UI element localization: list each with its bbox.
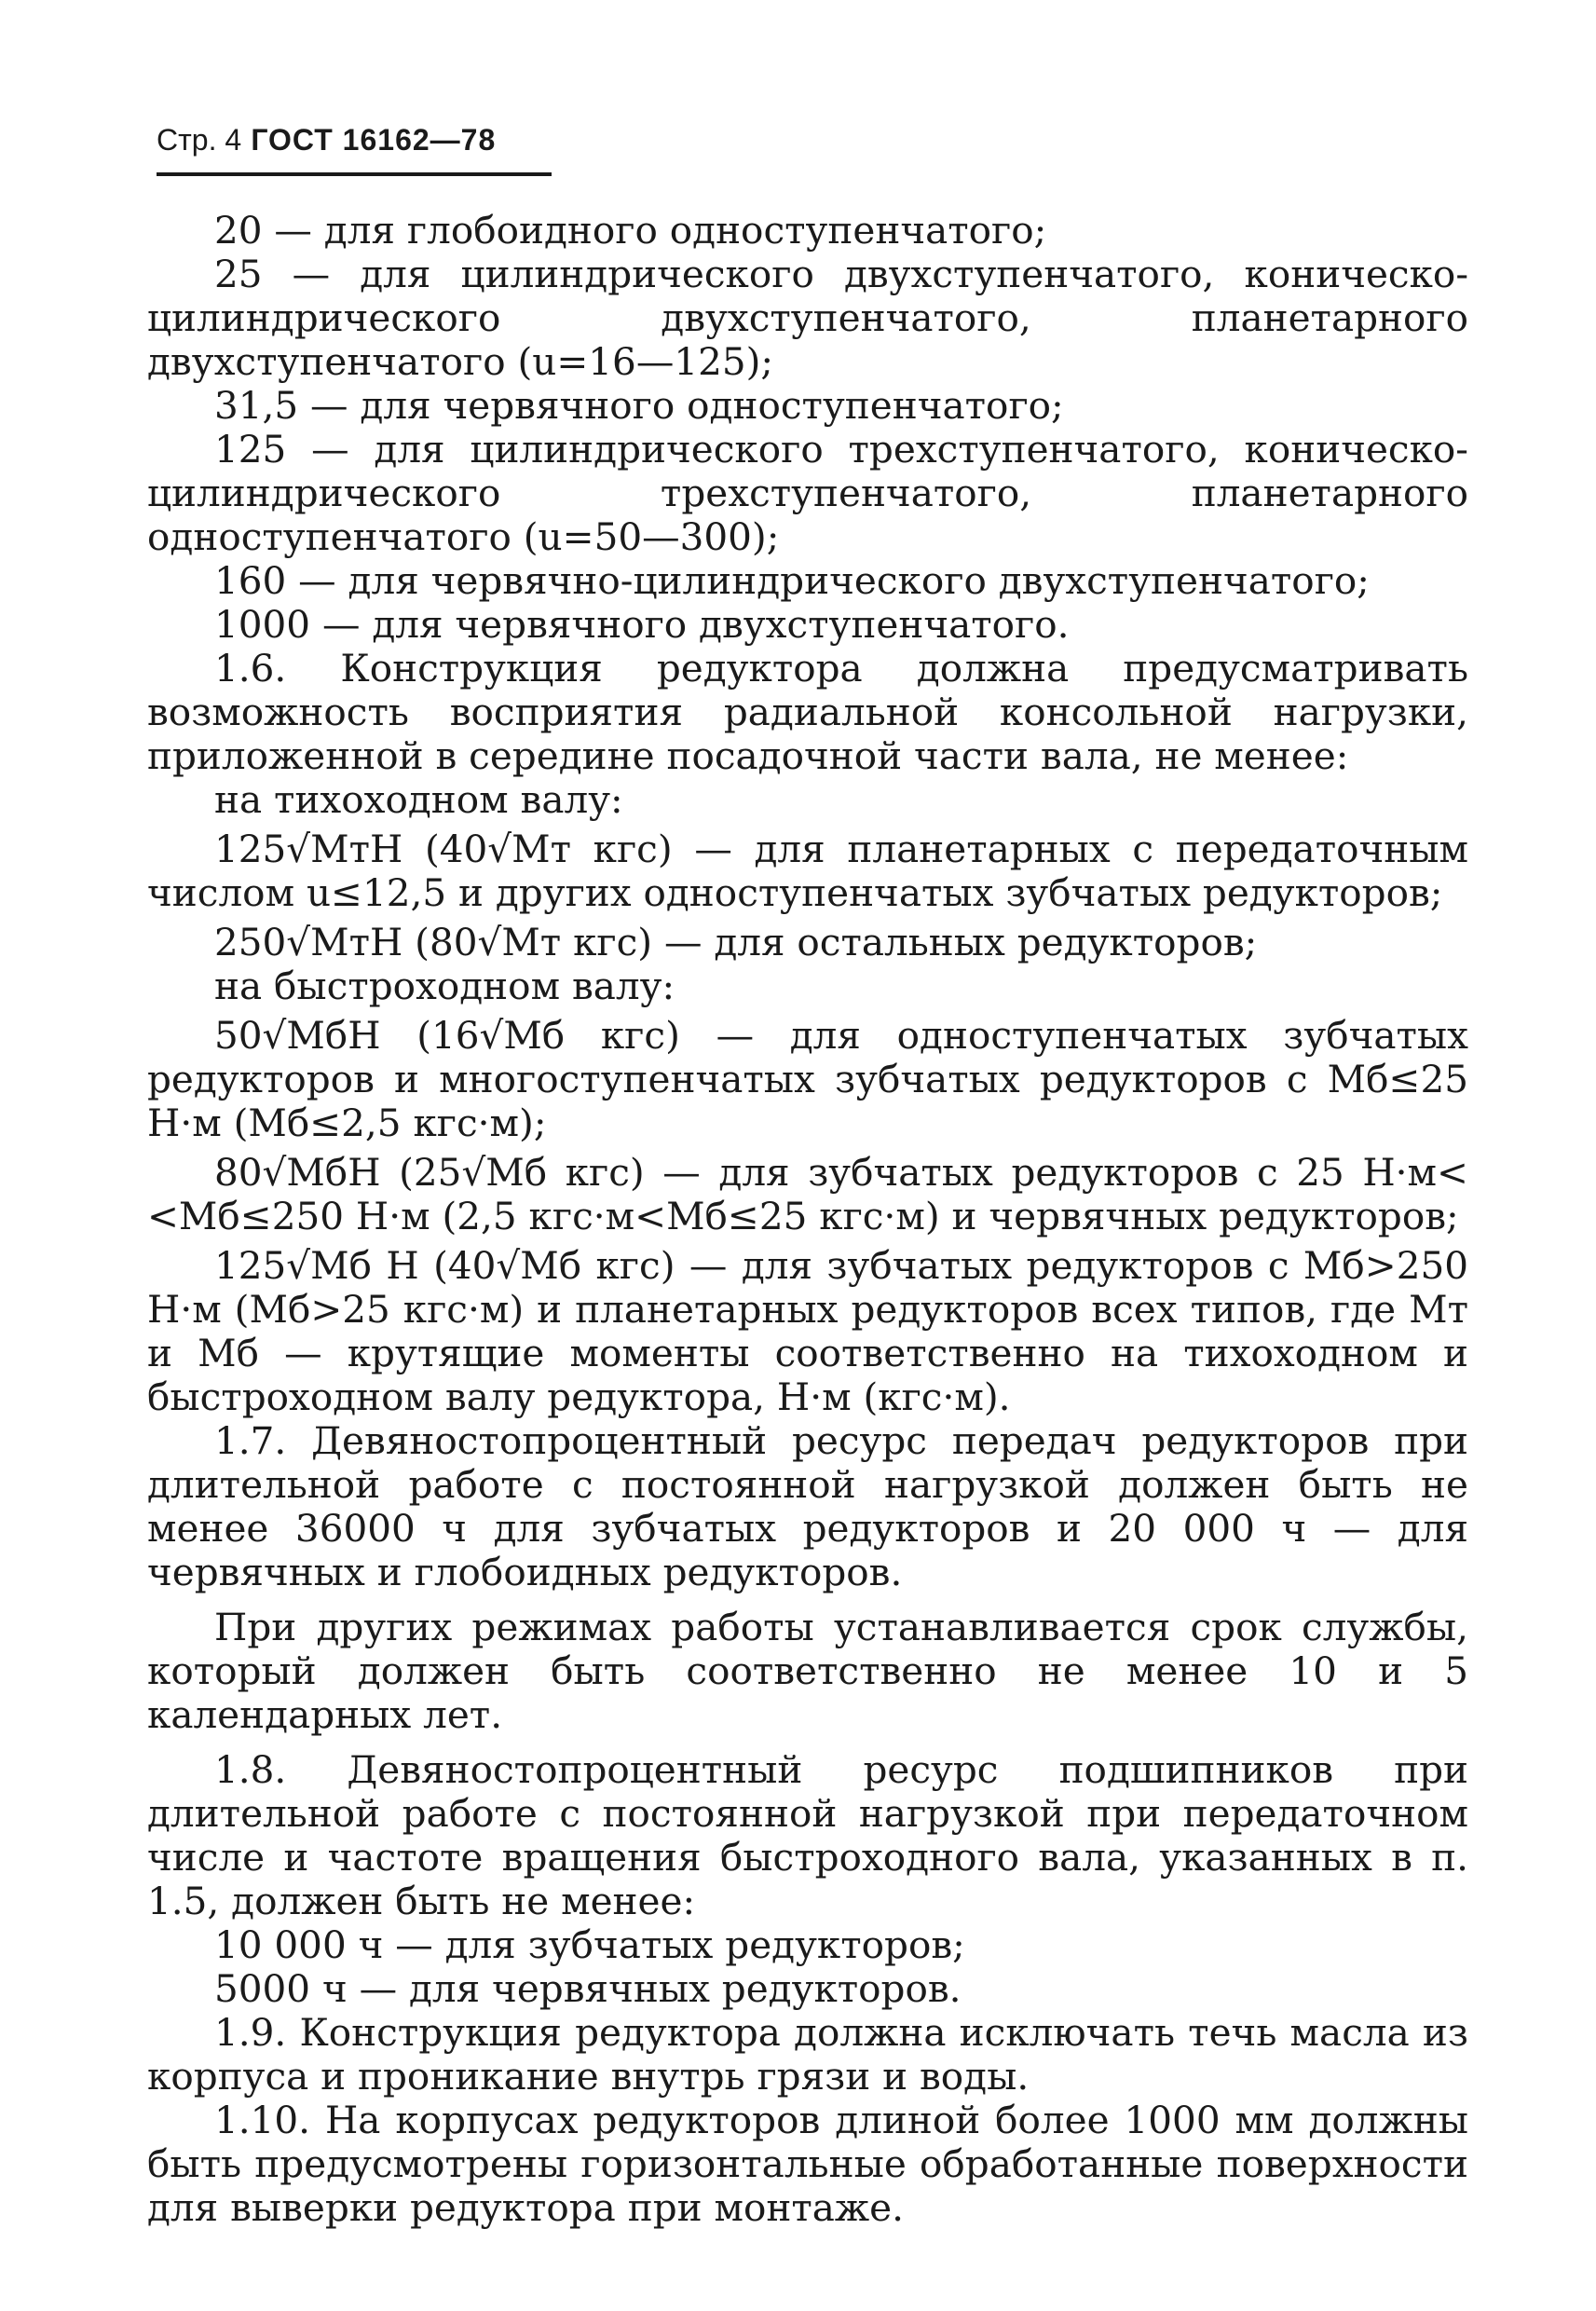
formula-paragraph: 80√MбН (25√Mб кгс) — для зубчатых редукторов с 25 Н·м< <Mб≤250 Н·м (2,5 кгс·м<Mб≤25 кгс·м) и червячных редукторов; [147, 1150, 1468, 1238]
section-1-10: 1.10. На корпусах редукторов длиной более 1000 мм должны быть предусмотрены горизонтальные обработанные поверхности для выверки редуктора при монтаже. [147, 2098, 1468, 2230]
section-1-9: 1.9. Конструкция редуктора должна исключать течь масла из корпуса и проникание внутрь грязи и воды. [147, 2010, 1468, 2099]
header-rule [157, 172, 552, 176]
formula-paragraph: 50√MбН (16√Mб кгс) — для одноступенчатых зубчатых редукторов и многоступенчатых зубчатых редукторов с Mб≤25 Н·м (Mб≤2,5 кгс·м); [147, 1013, 1468, 1145]
paragraph: 1000 — для червячного двухступенчатого. [214, 602, 1070, 647]
paragraph: При других режимах работы устанавливается срок службы, который должен быть соответственно не менее 10 и 5 календарных лет. [147, 1605, 1468, 1737]
paragraph: на быстроходном валу: [214, 964, 675, 1008]
section-1-6: 1.6. Конструкция редуктора должна предусматривать возможность восприятия радиальной консольной нагрузки, приложенной в середине посадочной части вала, не менее: [147, 646, 1468, 778]
paragraph: 20 — для глобоидного одноступенчатого; [214, 208, 1047, 253]
formula-paragraph: 250√MтН (80√Mт кгс) — для остальных редукторов; [214, 920, 1258, 964]
paragraph: на тихоходном валу: [214, 777, 623, 822]
standard-id: ГОСТ 16162—78 [251, 123, 497, 157]
paragraph: 25 — для цилиндрического двухступенчатого, коническо-цилиндрического двухступенчатого, планетарного двухступенчатого (u=16—125); [147, 252, 1468, 384]
page-header [157, 121, 496, 158]
formula-paragraph: 125√MтН (40√Mт кгс) — для планетарных с передаточным числом u≤12,5 и других одноступенчатых зубчатых редукторов; [147, 827, 1468, 915]
formula-paragraph: 125√Mб Н (40√Mб кгс) — для зубчатых редукторов с Mб>250 Н·м (Mб>25 кгс·м) и планетарных редукторов всех типов, где Mт и Mб — крутящие моменты соответственно на тихоходном и быстроходном валу редуктора, Н·м (кгс·м). [147, 1243, 1468, 1419]
section-1-8: 1.8. Девяностопроцентный ресурс подшипников при длительной работе с постоянной нагрузкой при передаточном числе и частоте вращения быстроходного вала, указанных в п. 1.5, должен быть не менее: [147, 1747, 1468, 1923]
paragraph: 31,5 — для червячного одноступенчатого; [214, 383, 1064, 428]
paragraph: 125 — для цилиндрического трехступенчатого, коническо-цилиндрического трехступенчатого, планетарного одноступенчатого (u=50—300); [147, 427, 1468, 559]
paragraph: 160 — для червячно-цилиндрического двухступенчатого; [214, 558, 1370, 603]
paragraph: 5000 ч — для червячных редукторов. [214, 1966, 962, 2011]
page-number: Стр. 4 [157, 123, 242, 157]
section-1-7: 1.7. Девяностопроцентный ресурс передач редукторов при длительной работе с постоянной нагрузкой должен быть не менее 36000 ч для зубчатых редукторов и 20 000 ч — для червячных и глобоидных редукторов. [147, 1418, 1468, 1594]
paragraph: 10 000 ч — для зубчатых редукторов; [214, 1922, 965, 1967]
document-body [147, 209, 1468, 2230]
